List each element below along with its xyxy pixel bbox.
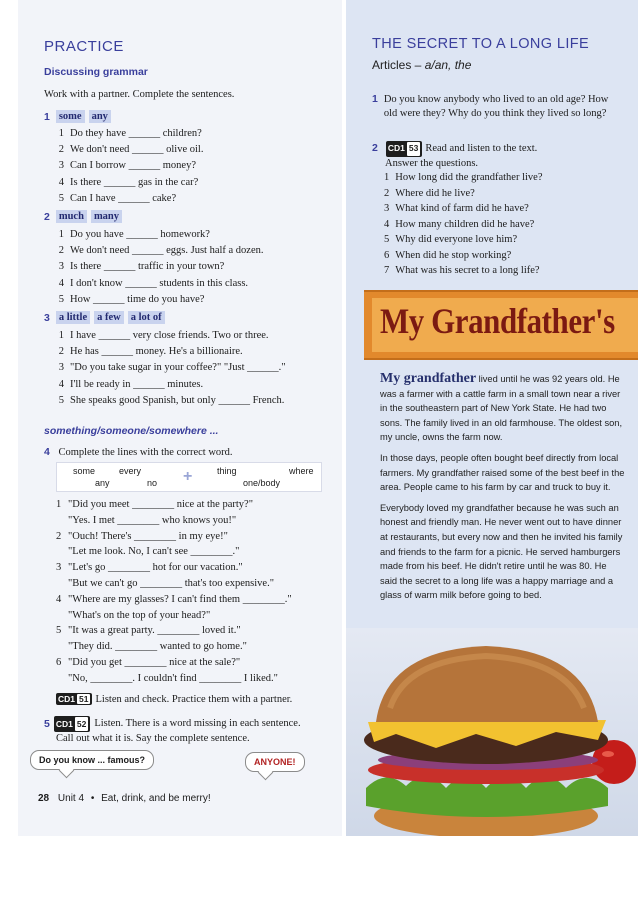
exercise-number: 1 xyxy=(372,93,378,105)
item-text: What kind of farm did he have? xyxy=(395,203,529,214)
item-text: He has ______ money. He's a billionaire. xyxy=(70,346,243,358)
word-chip: any xyxy=(89,110,111,123)
exercise-3-items xyxy=(56,328,286,409)
dialogue-line xyxy=(56,623,292,639)
unit-title: Eat, drink, and be merry! xyxy=(101,793,211,804)
item-number: 4 xyxy=(58,176,64,188)
paragraph-text: lived until he was 92 years old. He was a farmer with a cattle farm in a small town near a river in the southeastern part of New York State. He had two sons. The family lived in an old farmhouse. The oldest son, my uncle, owns the farm now. xyxy=(380,374,623,443)
exercise-number: 2 xyxy=(372,142,378,154)
subtitle-italic: a/an, the xyxy=(424,58,472,72)
item-number: 4 xyxy=(58,378,64,390)
item-number: 2 xyxy=(58,144,64,156)
word: no xyxy=(147,478,158,488)
list-item xyxy=(56,142,203,158)
word-chip: a few xyxy=(94,311,124,324)
speech-bubble xyxy=(245,752,305,772)
bubble-text: Do you know ... famous? xyxy=(39,755,146,765)
item-number: 1 xyxy=(58,229,64,240)
item-text: How ______ time do you have? xyxy=(70,293,205,305)
exercise-1-items xyxy=(56,126,203,207)
word-chip: a lot of xyxy=(128,311,165,324)
list-item xyxy=(56,360,286,376)
question-text: Answer the questions. xyxy=(385,157,479,169)
item-text: Can I borrow ______ money? xyxy=(70,160,196,172)
dialogue-text: "Did you meet ________ nice at the party?" xyxy=(68,499,253,510)
exercise-5 xyxy=(44,716,301,746)
item-number: 5 xyxy=(58,394,64,406)
item-text: She speaks good Spanish, but only ______ French. xyxy=(70,394,285,406)
item-number: 5 xyxy=(58,293,64,305)
dialogue-line xyxy=(56,560,292,576)
list-item xyxy=(56,191,203,207)
dialogue-text: "Yes. I met ________ who knows you!" xyxy=(68,514,237,526)
item-number: 6 xyxy=(384,249,390,261)
exercise-number: 3 xyxy=(44,311,50,324)
item-number: 1 xyxy=(58,330,64,341)
cd-track-badge[interactable] xyxy=(386,141,422,157)
item-text: We don't need ______ eggs. Just half a dozen. xyxy=(70,245,264,257)
item-text: I don't know ______ students in this class. xyxy=(70,277,249,289)
item-text: Can I have ______ cake? xyxy=(70,192,177,204)
subheading: Discussing grammar xyxy=(44,66,148,78)
item-number: 1 xyxy=(384,172,390,183)
cd-track-badge[interactable] xyxy=(54,716,90,732)
plus-icon: + xyxy=(183,468,193,485)
item-number: 5 xyxy=(56,625,62,637)
list-item xyxy=(56,227,264,243)
item-number: 4 xyxy=(384,218,390,230)
word-chip: some xyxy=(56,110,85,123)
instruction: Work with a partner. Complete the sentences. xyxy=(44,89,235,100)
dialogue-text: "It was a great party. ________ loved it." xyxy=(68,625,241,637)
story-text xyxy=(380,372,626,609)
list-item xyxy=(56,259,264,275)
item-number: 3 xyxy=(384,203,390,214)
item-number: 1 xyxy=(56,499,62,510)
cd-label: CD1 xyxy=(55,719,73,729)
hamburger-image xyxy=(346,628,638,836)
cd-track: 53 xyxy=(407,142,420,156)
unit-label: Unit 4 xyxy=(57,793,85,804)
word: some xyxy=(73,466,96,476)
item-text: I'll be ready in ______ minutes. xyxy=(70,378,204,390)
item-number: 1 xyxy=(58,128,64,139)
word: one/body xyxy=(243,478,281,488)
story-paragraph: In those days, people often bought beef directly from local farmers. My grandfather raised some of the best beef in the area. People came to his farm by car and truck to buy it. xyxy=(380,452,625,493)
list-item xyxy=(56,292,264,308)
bottom-margin xyxy=(0,836,638,902)
dialogue-line xyxy=(56,576,292,592)
word: where xyxy=(289,466,314,476)
bubble-text: ANYONE! xyxy=(254,757,296,767)
word-chip: many xyxy=(91,210,122,223)
item-number: 3 xyxy=(56,562,62,574)
dialogue-line xyxy=(56,592,292,608)
item-number: 7 xyxy=(384,265,390,276)
story-lead: My grandfather xyxy=(380,371,477,386)
story-banner xyxy=(364,290,638,360)
exercise-2-header xyxy=(44,210,122,223)
exercise-4-dialogues xyxy=(56,497,292,687)
story-paragraph xyxy=(380,372,626,445)
list-item xyxy=(56,377,286,393)
exercise-number: 5 xyxy=(44,718,50,730)
list-item xyxy=(56,393,286,409)
list-item xyxy=(56,276,264,292)
exercise-3-header xyxy=(44,311,165,324)
item-number: 5 xyxy=(384,234,390,245)
list-item xyxy=(384,248,543,264)
dialogue-text: "Let me look. No, I can't see ________." xyxy=(68,546,240,558)
question-1 xyxy=(372,93,622,120)
dialogue-line xyxy=(56,497,292,513)
dialogue-text: "No, ________. I couldn't find ________ I liked." xyxy=(68,672,278,684)
list-item xyxy=(56,126,203,142)
item-text: How long did the grandfather live? xyxy=(395,172,543,183)
question-text: Read and listen to the text. xyxy=(425,143,538,154)
list-item xyxy=(384,201,543,217)
item-text: Do you have ______ homework? xyxy=(70,229,210,240)
dialogue-text: "Let's go ________ hot for our vacation." xyxy=(68,562,243,574)
dialogue-text: "Did you get ________ nice at the sale?" xyxy=(68,656,241,668)
cd-track: 52 xyxy=(76,719,87,729)
dialogue-line xyxy=(56,544,292,560)
cd-track: 51 xyxy=(79,694,89,704)
item-text: I have ______ very close friends. Two or three. xyxy=(70,330,269,341)
bullet-separator: • xyxy=(90,793,95,804)
list-item xyxy=(384,186,543,202)
list-item xyxy=(56,175,203,191)
exercise-4-instruction xyxy=(44,446,233,458)
dialogue-line xyxy=(56,513,292,529)
dialogue-line xyxy=(56,608,292,624)
page-footer xyxy=(38,793,211,804)
item-number: 6 xyxy=(56,656,62,668)
dialogue-line xyxy=(56,639,292,655)
word: every xyxy=(119,466,142,476)
speech-bubble xyxy=(30,750,154,770)
word-chip: much xyxy=(56,210,87,223)
item-text: Is there ______ gas in the car? xyxy=(70,176,199,188)
item-number: 4 xyxy=(56,593,62,605)
item-text: Why did everyone love him? xyxy=(395,234,518,245)
cd-label: CD1 xyxy=(387,143,405,153)
item-text: Is there ______ traffic in your town? xyxy=(70,261,225,273)
list-item xyxy=(56,328,286,344)
dialogue-line xyxy=(56,671,292,687)
exercise-1-header xyxy=(44,110,111,123)
item-number: 5 xyxy=(58,192,64,204)
item-number: 2 xyxy=(58,245,64,257)
dialogue-text: "Where are my glasses? I can't find them ________." xyxy=(68,593,292,605)
word-box xyxy=(56,462,322,492)
item-number: 3 xyxy=(58,261,64,273)
item-text: How many children did he have? xyxy=(395,218,535,230)
question-2 xyxy=(372,141,622,170)
exercise-number: 1 xyxy=(44,110,50,123)
section-title: PRACTICE xyxy=(44,38,124,55)
item-number: 2 xyxy=(56,530,62,542)
grammar-subheading: something/someone/somewhere ... xyxy=(44,425,219,437)
item-text: When did he stop working? xyxy=(395,249,512,261)
cd-label: CD1 xyxy=(58,694,76,704)
page-subtitle xyxy=(372,58,471,72)
audio-instruction-text: Listen and check. Practice them with a partner. xyxy=(95,693,293,705)
tomato-highlight xyxy=(602,751,614,757)
banner-title: My Grandfather's xyxy=(380,301,615,341)
item-text: "Do you take sugar in your coffee?" "Just ______." xyxy=(70,362,286,374)
dialogue-line xyxy=(56,655,292,671)
dialogue-text: "Ouch! There's ________ in my eye!" xyxy=(68,530,228,542)
instruction-text: Listen. There is a word missing in each sentence. xyxy=(94,718,301,729)
item-text: Where did he live? xyxy=(395,187,475,199)
list-item xyxy=(56,344,286,360)
word: thing xyxy=(217,466,237,476)
exercise-number: 2 xyxy=(44,210,50,223)
item-number: 4 xyxy=(58,277,64,289)
dialogue-text: "They did. ________ wanted to go home." xyxy=(68,641,247,653)
page-title: THE SECRET TO A LONG LIFE xyxy=(372,36,590,52)
cd-track-badge[interactable] xyxy=(56,693,92,705)
dialogue-text: "But we can't go ________ that's too expensive." xyxy=(68,577,274,589)
word-chip: a little xyxy=(56,311,90,324)
exercise-2-items xyxy=(56,227,264,308)
hamburger-photo xyxy=(346,628,638,836)
dialogue-text: "What's on the top of your head?" xyxy=(68,609,211,621)
list-item xyxy=(384,217,543,233)
instruction-text: Call out what it is. Say the complete sentence. xyxy=(56,733,250,744)
list-item xyxy=(56,158,203,174)
item-number: 2 xyxy=(384,187,390,199)
exercise-number: 4 xyxy=(44,446,50,458)
instruction-text: Complete the lines with the correct word. xyxy=(58,447,233,458)
item-number: 3 xyxy=(58,160,64,172)
word: any xyxy=(95,478,110,488)
item-number: 3 xyxy=(58,362,64,374)
subtitle-text: Articles – xyxy=(372,58,422,72)
story-paragraph: Everybody loved my grandfather because he was such an honest and friendly man. He never went out to have dinner at restaurants, but every now and then he invited his family and friends to the farm for a picnic. He served hamburgers made from his beef. He didn't retire until he was 80. He said the secret to a long life was a happy marriage and a glass of warm milk before going to bed. xyxy=(380,502,623,601)
item-text: What was his secret to a long life? xyxy=(395,265,540,276)
page-number: 28 xyxy=(38,793,50,804)
item-number: 2 xyxy=(58,346,64,358)
item-text: Do they have ______ children? xyxy=(70,128,202,139)
dialogue-line xyxy=(56,529,292,545)
audio-instruction xyxy=(56,693,292,705)
list-item xyxy=(56,243,264,259)
list-item xyxy=(384,263,543,279)
comprehension-questions xyxy=(384,170,543,279)
list-item xyxy=(384,232,543,248)
list-item xyxy=(384,170,543,186)
item-text: We don't need ______ olive oil. xyxy=(70,144,204,156)
question-text: Do you know anybody who lived to an old age? How old were they? Why do you think they lived so long? xyxy=(383,94,609,119)
